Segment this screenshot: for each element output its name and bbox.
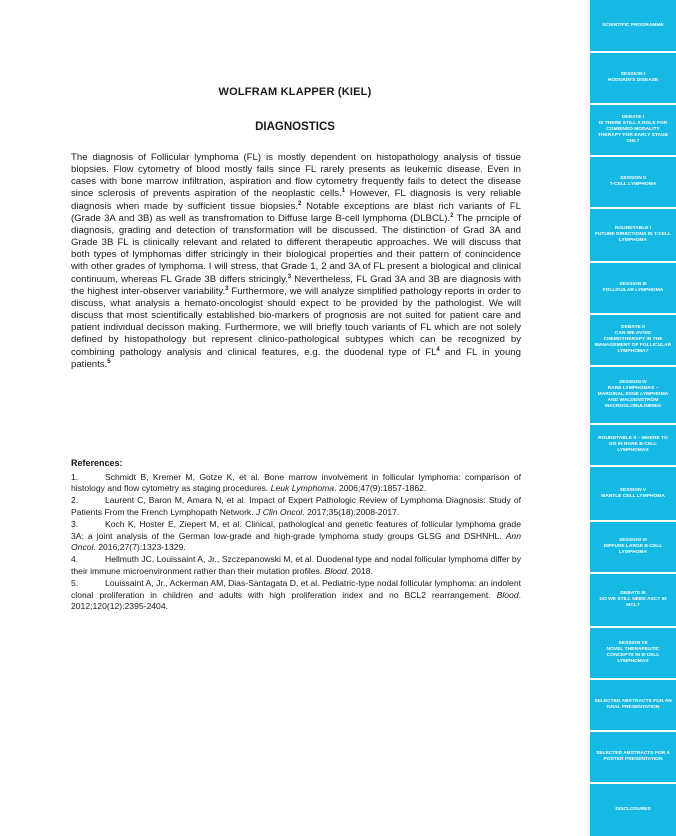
- reference-item: [71, 554, 521, 577]
- reference-number: 1.: [71, 471, 79, 482]
- reference-text: Hellmuth JC, Louissaint A, Jr., Szczepanowski M, et al. Duodenal type and nodal follicular lymphoma differ by their immune microenvironment rather than their mutation profiles.: [71, 554, 521, 576]
- abstract-part: Nevertheless, FL Grad 3A and 3B are diagnosis with the highest inter-observer variability.: [71, 273, 521, 297]
- reference-journal: J Clin Oncol: [256, 506, 303, 517]
- citation-sup: 1: [341, 188, 346, 195]
- abstract-part: However, FL diagnosis is very reliable diagnosis when made by sufficient tissue biopsies.: [71, 188, 522, 212]
- nav-session-novel-concepts[interactable]: SESSION VII NOVEL THERAPEUTIC CONCEPTS IN B-CELL LYMPHOMAS: [590, 628, 676, 678]
- reference-text: Laurent C, Baron M, Amara N, et al. Impact of Expert Pathologic Review of Lymphoma Diagnosis: Study of Patients From the French Lymphopath Network.: [71, 495, 521, 517]
- citation-sup: 5: [107, 358, 111, 365]
- reference-item: [71, 519, 521, 554]
- reference-journal: Ann Oncol: [71, 530, 521, 553]
- references-section: [71, 458, 521, 613]
- citation-sup: 2: [297, 200, 302, 207]
- reference-tail: . 2016;27(7):1323-1329.: [93, 542, 186, 553]
- nav-debate-3[interactable]: DEBATE III DO WE STILL NEED ASCT IN MCL?: [590, 574, 676, 626]
- nav-poster-abstracts[interactable]: SELECTED ABSTRACTS FOR A POSTER PRESENTATION: [590, 732, 676, 782]
- programme-sidebar: [590, 0, 676, 836]
- nav-roundtable-2[interactable]: ROUNDTABLE II – WHERE TO GO IN RARE B-CELL LYMPHOMAS: [590, 425, 676, 465]
- abstract-text: [71, 152, 521, 371]
- abstract-part: The diagnosis of Follicular lymphoma (FL) is mostly dependent on histopathology analysis of tissue biopsies. Flow cytometry of blood mostly fails since FL rarely presents as leukemic disease. Even in cases with bone marrow infiltration, aspiration and flow cytometry frequently fails to detect the disease since sclerosis of prevents aspiration of the neoplastic cells.: [71, 152, 521, 200]
- author-heading: WOLFRAM KLAPPER (KIEL): [218, 86, 372, 98]
- reference-text: Koch K, Hoster E, Ziepert M, et al. Clinical, pathological and genetic features of follicular lymphoma grade 3A: a joint analysis of the German low-grade and high-grade lymphoma study groups GLSG and DSHNHL.: [71, 518, 521, 541]
- nav-session-follicular[interactable]: SESSION III FOLLICULAR LYMPHOMA: [590, 263, 676, 313]
- nav-session-hodgkins[interactable]: SESSION I HODGKIN'S DISEASE: [590, 53, 676, 103]
- nav-session-t-cell[interactable]: SESSION II T-CELL LYMPHOMA: [590, 157, 676, 207]
- reference-tail: . 2012;120(12):2395-2404.: [71, 589, 521, 612]
- references-heading: References:: [71, 458, 123, 468]
- nav-disclosures[interactable]: DISCLOSURES: [590, 784, 676, 836]
- nav-oral-abstracts[interactable]: SELECTED ABSTRACTS FOR AN ORAL PRESENTATION: [590, 680, 676, 730]
- citation-sup: 2: [450, 212, 454, 219]
- nav-session-mantle-cell[interactable]: SESSION V MANTLE CELL LYMPHOMA: [590, 467, 676, 520]
- reference-number: 4.: [71, 554, 79, 565]
- nav-session-rare-lymphomas[interactable]: SESSION IV RARE LYMPHOMAS – MARGINAL ZONE LYMPHOMA AND WALDENSTRÖM MACROGLOBULINEMIA: [590, 367, 676, 423]
- nav-scientific-programme[interactable]: SCIENTIFIC PROGRAMME: [590, 0, 676, 51]
- section-title: DIAGNOSTICS: [255, 121, 335, 133]
- reference-text: Schmidt B, Kremer M, Gotze K, et al. Bone marrow involvement in follicular lymphoma: comparison of histology and flow cytometry as staging procedures.: [71, 471, 521, 494]
- reference-tail: . 2018.: [346, 565, 373, 576]
- abstract-part: Notable exceptions are blast rich variants of FL (Grade 3A and 3B) as well as transfromation to Diffuse large B-cell lymphoma (DLBCL).: [71, 200, 521, 224]
- abstract-part: Furthermore, we will analyze simplified pathology reports in order to discuss, what analysis a hemato-oncologist should expect to be provided by the pathologist. We will discuss that most scientifically established bio-markers of prognosis are not suited for patient care and patient individual decisson making. Furthermore, we will briefly touch variants of FL which are not solely defined by histopathology but represent clinico-pathological subtypes which can be recognized by combining pathology analysis and clinical features, e.g. the duodenal type of FL: [71, 285, 521, 358]
- reference-text: Louissaint A, Jr., Ackerman AM, Dias-Santagata D, et al. Pediatric-type nodal follicular lymphoma: an indolent clonal proliferation in children and adults with high proliferation index and no BCL2 rearrangement.: [71, 577, 521, 600]
- nav-session-dlbcl[interactable]: SESSION VI DIFFUSE LARGE B-CELL LYMPHOMA: [590, 522, 676, 572]
- citation-sup: 3: [287, 273, 292, 280]
- abstract-part: and FL in young patients.: [71, 346, 521, 370]
- reference-number: 3.: [71, 518, 79, 529]
- nav-debate-2[interactable]: DEBATE II CAN WE AVOID CHEMOTHERAPY IN THE MANAGEMENT OF FOLLICULAR LYMPHOMA?: [590, 315, 676, 365]
- reference-journal: Blood: [324, 565, 347, 576]
- reference-item: [71, 495, 521, 518]
- reference-tail: . 2006;47(9):1857-1862.: [334, 483, 427, 494]
- reference-journal: Blood: [496, 589, 519, 600]
- reference-item: [71, 578, 521, 613]
- citation-sup: 4: [436, 346, 440, 353]
- reference-tail: . 2017;35(18):2008-2017.: [302, 506, 400, 517]
- abstract-part: The prnciple of diagnosis, grading and detection of transformation will be discussed. The distinction of Grad 3A and Grade 3B FL is clinically relevant and related to different therapeutic approaches. We will discuss that both types of lymphomas differ stricingly in their biological properties and their pattern of conincidence with other grades of lymphoma. I will stress, that Grade 1, 2 and 3A of FL present a biological and clinical continuum, whereas FL Grade 3B differs stricingly.: [71, 212, 522, 285]
- nav-debate-1[interactable]: DEBATE I IS THERE STILL A ROLE FOR COMBINED MODALITY THERAPY FOR EARLY STAGE CHL?: [590, 105, 676, 155]
- citation-sup: 3: [225, 285, 229, 292]
- reference-item: [71, 472, 521, 495]
- reference-number: 5.: [71, 577, 79, 588]
- reference-number: 2.: [71, 495, 79, 506]
- nav-roundtable-1[interactable]: ROUNDTABLE I FUTURE DIRECTIONS IN T-CELL LYMPHOMA: [590, 209, 676, 261]
- reference-journal: Leuk Lymphoma: [270, 483, 335, 494]
